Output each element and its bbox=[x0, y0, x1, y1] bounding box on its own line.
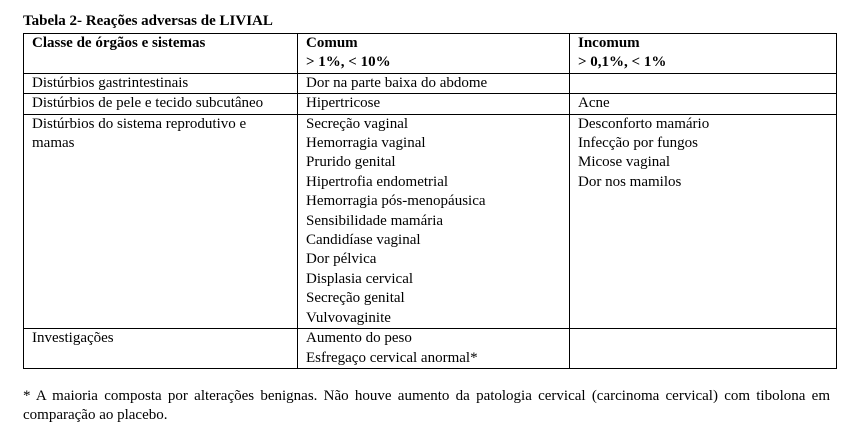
common-reaction-item: Secreção genital bbox=[306, 290, 405, 307]
table-row bbox=[24, 329, 837, 369]
common-reaction-item: Hipertrofia endometrial bbox=[306, 173, 449, 190]
organ-class-cell: Distúrbios gastrintestinais bbox=[24, 73, 298, 93]
common-reaction-item: Sensibilidade mamária bbox=[306, 212, 444, 229]
organ-class-cell: Distúrbios de pele e tecido subcutâneo bbox=[24, 94, 298, 114]
common-cell bbox=[298, 329, 570, 369]
header-organ-class: Classe de órgãos e sistemas bbox=[24, 34, 298, 74]
table-body bbox=[24, 73, 837, 368]
uncommon-cell bbox=[570, 114, 837, 328]
header-uncommon: Incomum > 0,1%, < 1% bbox=[570, 34, 837, 74]
table-row bbox=[24, 73, 837, 93]
uncommon-cell bbox=[570, 73, 837, 93]
adverse-reactions-table bbox=[23, 33, 837, 369]
table-title: Tabela 2- Reações adversas de LIVIAL bbox=[23, 13, 273, 29]
common-reaction-item: Hipertricose bbox=[306, 95, 381, 112]
uncommon-cell bbox=[570, 94, 837, 114]
common-cell bbox=[298, 73, 570, 93]
header-common: Comum > 1%, < 10% bbox=[298, 34, 570, 74]
organ-class-cell: Investigações bbox=[24, 329, 298, 369]
uncommon-reaction-item: Acne bbox=[578, 95, 610, 112]
common-reaction-item: Aumento do peso bbox=[306, 330, 412, 347]
table-row bbox=[24, 94, 837, 114]
common-reaction-item: Esfregaço cervical anormal* bbox=[306, 349, 478, 366]
common-reaction-item: Dor pélvica bbox=[306, 251, 377, 268]
common-reaction-item: Hemorragia pós-menopáusica bbox=[306, 193, 486, 210]
uncommon-reaction-item: Micose vaginal bbox=[578, 154, 671, 171]
common-reaction-item: Displasia cervical bbox=[306, 270, 414, 287]
common-cell bbox=[298, 114, 570, 328]
header-row bbox=[24, 34, 837, 74]
common-reaction-item: Hemorragia vaginal bbox=[306, 135, 426, 152]
uncommon-reaction-item: Dor nos mamilos bbox=[578, 173, 682, 190]
uncommon-reaction-item: Desconforto mamário bbox=[578, 115, 710, 132]
common-reaction-item: Vulvovaginite bbox=[306, 309, 391, 326]
header-uncommon-range: > 0,1%, < 1% bbox=[578, 54, 667, 71]
footnote: * A maioria composta por alterações benignas. Não houve aumento da patologia cervical (carcinoma cervical) com tibolona em comparação ao placebo. bbox=[23, 388, 830, 423]
common-reaction-item: Dor na parte baixa do abdome bbox=[306, 74, 488, 91]
organ-class-cell: Distúrbios do sistema reprodutivo e mamas bbox=[24, 114, 298, 328]
header-common-range: > 1%, < 10% bbox=[306, 54, 391, 71]
common-reaction-item: Candidíase vaginal bbox=[306, 232, 421, 249]
uncommon-reaction-item: Infecção por fungos bbox=[578, 135, 698, 152]
common-reaction-item: Secreção vaginal bbox=[306, 115, 409, 132]
uncommon-cell bbox=[570, 329, 837, 369]
table-row bbox=[24, 114, 837, 328]
common-reaction-item: Prurido genital bbox=[306, 154, 396, 171]
common-cell bbox=[298, 94, 570, 114]
